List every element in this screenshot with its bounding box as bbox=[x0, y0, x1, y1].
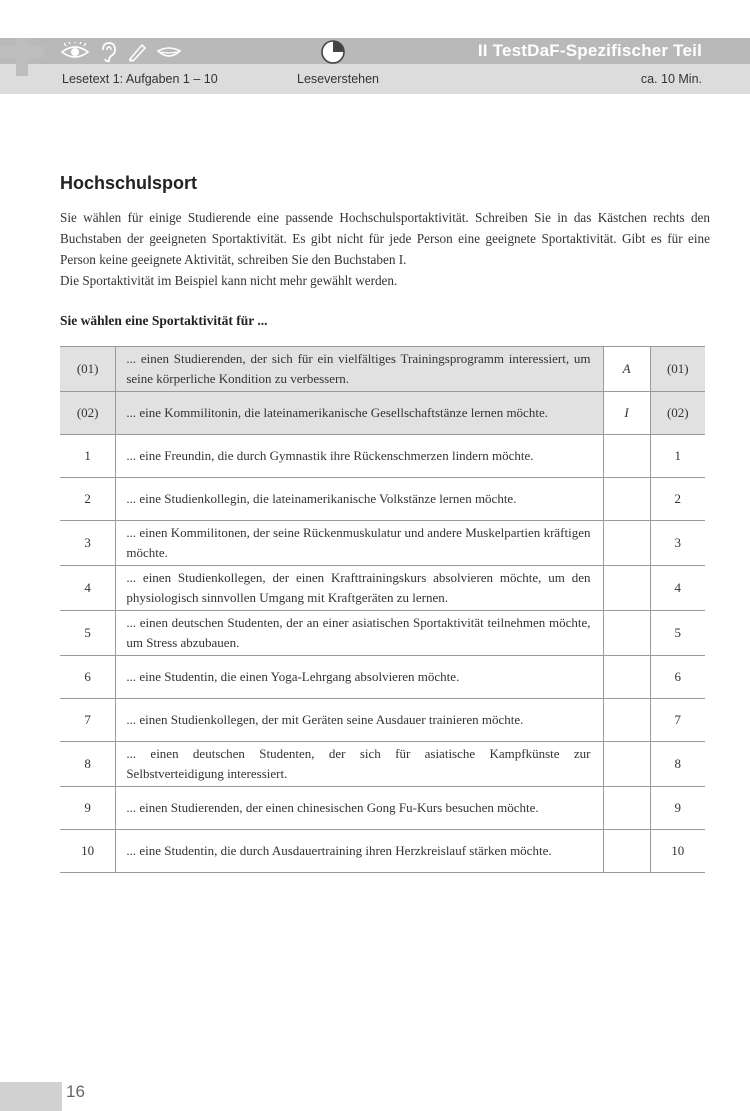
row-text: ... eine Freundin, die durch Gymnastik ihre Rückenschmerzen lindern möchte. bbox=[116, 435, 603, 478]
row-text: ... eine Studentin, die einen Yoga-Lehrgang absolvieren möchte. bbox=[116, 656, 603, 699]
row-number-right: (02) bbox=[650, 392, 705, 435]
task-row bbox=[60, 478, 705, 521]
skill-label: Leseverstehen bbox=[297, 72, 380, 86]
row-number: 9 bbox=[60, 787, 116, 830]
answer-box[interactable] bbox=[603, 656, 650, 699]
task-row bbox=[60, 787, 705, 830]
answer-box[interactable] bbox=[603, 521, 650, 566]
answer-box[interactable] bbox=[603, 478, 650, 521]
row-text: ... einen deutschen Studenten, der an einer asiatischen Sportaktivität teilnehmen möchte, um Stress abzubauen. bbox=[116, 611, 603, 656]
instructions bbox=[60, 207, 710, 291]
row-number-right: 9 bbox=[650, 787, 705, 830]
page-number: 16 bbox=[66, 1082, 85, 1101]
task-row bbox=[60, 521, 705, 566]
mouth-icon bbox=[156, 42, 182, 62]
answer-box[interactable] bbox=[603, 435, 650, 478]
answer-box[interactable] bbox=[603, 699, 650, 742]
row-number-right: (01) bbox=[650, 347, 705, 392]
example-row bbox=[60, 392, 705, 435]
cross-mark-horizontal bbox=[0, 46, 44, 58]
row-number-right: 2 bbox=[650, 478, 705, 521]
answer-box[interactable] bbox=[603, 611, 650, 656]
footer-bar bbox=[0, 1082, 62, 1111]
row-number: 1 bbox=[60, 435, 116, 478]
row-number: 2 bbox=[60, 478, 116, 521]
row-text: ... eine Kommilitonin, die lateinamerikanische Gesellschaftstänze lernen möchte. bbox=[116, 392, 603, 435]
row-text: ... einen Kommilitonen, der seine Rückenmuskulatur und andere Muskelpartien kräftigen möchte. bbox=[116, 521, 603, 566]
row-number-right: 6 bbox=[650, 656, 705, 699]
answer-box[interactable] bbox=[603, 566, 650, 611]
answer-box[interactable] bbox=[603, 830, 650, 873]
task-row bbox=[60, 656, 705, 699]
instruction-note: Die Sportaktivität im Beispiel kann nicht mehr gewählt werden. bbox=[60, 273, 398, 288]
row-text: ... eine Studentin, die durch Ausdauertraining ihren Herzkreislauf stärken möchte. bbox=[116, 830, 603, 873]
row-number: 6 bbox=[60, 656, 116, 699]
task-row bbox=[60, 830, 705, 873]
row-number: 3 bbox=[60, 521, 116, 566]
instruction-paragraph: Sie wählen für einige Studierende eine passende Hochschulsportaktivität. Schreiben Sie in das Kästchen rechts den Buchstaben der geeigneten Sportaktivität. Es gibt nicht für jede Person eine geeignete Sportaktivität. Gibt es für eine Person keine geeignete Aktivität, schreiben Sie den Buchstaben I. bbox=[60, 210, 710, 267]
row-number-right: 5 bbox=[650, 611, 705, 656]
page-title: Hochschulsport bbox=[60, 173, 198, 193]
row-number: 10 bbox=[60, 830, 116, 873]
task-row bbox=[60, 435, 705, 478]
task-row bbox=[60, 742, 705, 787]
answer-box: A bbox=[603, 347, 650, 392]
row-number-right: 1 bbox=[650, 435, 705, 478]
row-number-right: 8 bbox=[650, 742, 705, 787]
task-table bbox=[60, 346, 705, 873]
section-title: II TestDaF-Spezifischer Teil bbox=[477, 41, 702, 60]
task-lead: Sie wählen eine Sportaktivität für ... bbox=[60, 313, 268, 328]
task-range-label: Lesetext 1: Aufgaben 1 – 10 bbox=[62, 72, 218, 86]
row-number: (02) bbox=[60, 392, 116, 435]
task-row bbox=[60, 611, 705, 656]
row-number-right: 7 bbox=[650, 699, 705, 742]
ear-icon bbox=[98, 41, 118, 63]
row-text: ... eine Studienkollegin, die lateinamerikanische Volkstänze lernen möchte. bbox=[116, 478, 603, 521]
row-number-right: 3 bbox=[650, 521, 705, 566]
row-text: ... einen Studienkollegen, der mit Geräten seine Ausdauer trainieren möchte. bbox=[116, 699, 603, 742]
row-number-right: 10 bbox=[650, 830, 705, 873]
row-number: (01) bbox=[60, 347, 116, 392]
task-row bbox=[60, 566, 705, 611]
row-number: 5 bbox=[60, 611, 116, 656]
answer-box[interactable] bbox=[603, 787, 650, 830]
row-number: 4 bbox=[60, 566, 116, 611]
pen-icon bbox=[126, 41, 148, 63]
row-number: 8 bbox=[60, 742, 116, 787]
answer-box[interactable] bbox=[603, 742, 650, 787]
row-text: ... einen Studierenden, der sich für ein vielfältiges Trainingsprogramm interessiert, um seine körperliche Kondition zu verbessern. bbox=[116, 347, 603, 392]
example-row bbox=[60, 347, 705, 392]
row-text: ... einen Studierenden, der einen chinesischen Gong Fu-Kurs besuchen möchte. bbox=[116, 787, 603, 830]
eye-icon bbox=[60, 42, 90, 62]
skill-icons bbox=[54, 40, 200, 64]
row-text: ... einen Studienkollegen, der einen Krafttrainingskurs absolvieren möchte, um den physiologisch sinnvollen Umgang mit Kraftgeräten zu lernen. bbox=[116, 566, 603, 611]
row-number: 7 bbox=[60, 699, 116, 742]
row-text: ... einen deutschen Studenten, der sich für asiatische Kampfkünste zur Selbstverteidigung interessiert. bbox=[116, 742, 603, 787]
task-row bbox=[60, 699, 705, 742]
row-number-right: 4 bbox=[650, 566, 705, 611]
answer-box: I bbox=[603, 392, 650, 435]
duration-label: ca. 10 Min. bbox=[640, 72, 702, 86]
clock-icon bbox=[320, 39, 346, 65]
